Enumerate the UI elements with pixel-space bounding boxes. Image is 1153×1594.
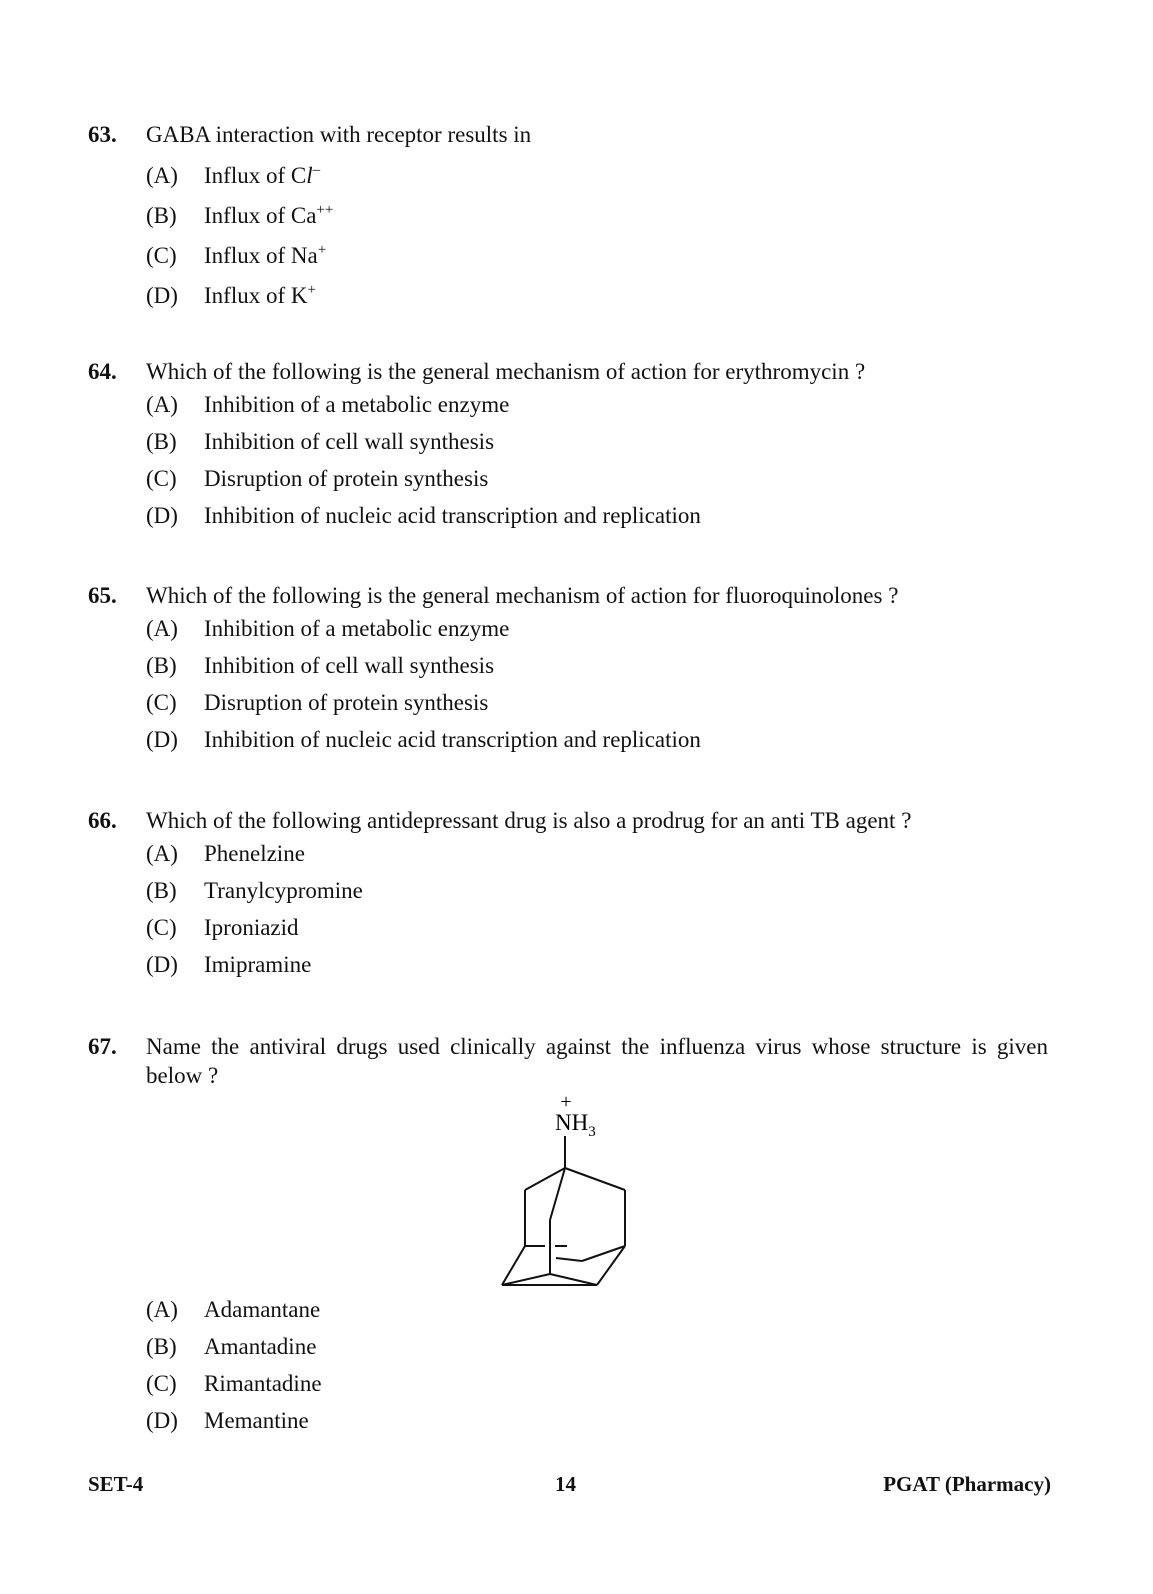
option-a[interactable]: [88, 386, 1048, 423]
question-67-options: [88, 1291, 1048, 1439]
option-c[interactable]: [88, 1365, 1048, 1402]
option-label: (B): [146, 203, 177, 228]
option-a[interactable]: [88, 610, 1048, 647]
structure-subscript: 3: [588, 1124, 596, 1140]
option-text: Disruption of protein synthesis: [204, 690, 489, 715]
option-label: (D): [146, 727, 178, 752]
option-text: Inhibition of nucleic acid transcription and replication: [204, 727, 701, 752]
structure-group: NH: [555, 1110, 589, 1135]
option-text: Amantadine: [204, 1334, 317, 1359]
option-b[interactable]: [88, 196, 1048, 236]
question-number: 63.: [88, 122, 117, 147]
option-b[interactable]: [88, 647, 1048, 684]
option-label: (C): [146, 915, 177, 940]
option-label: (C): [146, 690, 177, 715]
option-text: Imipramine: [204, 952, 312, 977]
option-d[interactable]: [88, 946, 1048, 983]
structure-amine-label: [555, 1110, 596, 1140]
option-d[interactable]: [88, 497, 1048, 534]
option-label: (A): [146, 163, 178, 188]
question-text: Which of the following is the general mechanism of action for fluoroquinolones ?: [146, 583, 899, 608]
adamantane-cage: [502, 1136, 625, 1285]
question-63: [88, 120, 1048, 316]
option-superscript: +: [307, 282, 316, 298]
option-text: Iproniazid: [204, 915, 299, 940]
option-text: Inhibition of cell wall synthesis: [204, 429, 495, 454]
question-text: Which of the following antidepressant drug is also a prodrug for an anti TB agent ?: [146, 808, 912, 833]
option-text: Memantine: [204, 1408, 309, 1433]
option-text: Adamantane: [204, 1297, 321, 1322]
question-number: 66.: [88, 808, 117, 833]
option-label: (D): [146, 503, 178, 528]
footer-set-code: SET-4: [88, 1472, 144, 1496]
option-label: (D): [146, 952, 178, 977]
option-b[interactable]: [88, 423, 1048, 460]
question-number: 65.: [88, 583, 117, 608]
option-label: (B): [146, 1334, 177, 1359]
option-d[interactable]: [88, 721, 1048, 758]
option-text: Inhibition of a metabolic enzyme: [204, 392, 510, 417]
question-text: GABA interaction with receptor results in: [146, 122, 532, 147]
footer-page-number: 14: [555, 1472, 576, 1496]
option-d[interactable]: [88, 1402, 1048, 1439]
option-text: Inhibition of a metabolic enzyme: [204, 616, 510, 641]
option-label: (B): [146, 653, 177, 678]
option-text: Influx of C: [204, 163, 307, 188]
option-c[interactable]: [88, 909, 1048, 946]
option-label: (B): [146, 878, 177, 903]
option-c[interactable]: [88, 684, 1048, 721]
question-66: [88, 806, 1048, 983]
question-text: Name the antiviral drugs used clinically against the influenza virus whose structure is given below ?: [146, 1034, 1048, 1088]
option-b[interactable]: [88, 1328, 1048, 1365]
option-label: (A): [146, 841, 178, 866]
option-superscript: +: [317, 242, 327, 258]
amantadine-structure: [490, 1088, 640, 1293]
option-label: (D): [146, 283, 178, 308]
option-d[interactable]: [88, 276, 1048, 316]
question-number: 67.: [88, 1034, 117, 1059]
option-superscript: –: [312, 162, 321, 178]
question-number: 64.: [88, 359, 117, 384]
question-65: [88, 581, 1048, 758]
option-text: Inhibition of nucleic acid transcription and replication: [204, 503, 701, 528]
option-label: (B): [146, 429, 177, 454]
option-text: Disruption of protein synthesis: [204, 466, 489, 491]
option-text: Influx of K: [204, 283, 308, 308]
option-label: (A): [146, 392, 178, 417]
option-label: (A): [146, 616, 178, 641]
option-text-italic: l: [306, 163, 313, 188]
option-text: Influx of Ca: [204, 203, 317, 228]
option-c[interactable]: [88, 460, 1048, 497]
question-64: [88, 357, 1048, 534]
option-text: Rimantadine: [204, 1371, 322, 1396]
option-label: (D): [146, 1408, 178, 1433]
option-text: Tranylcypromine: [204, 878, 363, 903]
option-a[interactable]: [88, 835, 1048, 872]
option-text: Influx of Na: [204, 243, 318, 268]
option-a[interactable]: [88, 1291, 1048, 1328]
option-label: (C): [146, 466, 177, 491]
option-a[interactable]: [88, 156, 1048, 196]
structure-charge: +: [560, 1091, 572, 1113]
option-label: (C): [146, 1371, 177, 1396]
option-c[interactable]: [88, 236, 1048, 276]
question-67: [88, 1032, 1048, 1090]
option-label: (A): [146, 1297, 178, 1322]
option-superscript: ++: [316, 202, 334, 218]
option-text: Phenelzine: [204, 841, 305, 866]
option-b[interactable]: [88, 872, 1048, 909]
question-text: Which of the following is the general mechanism of action for erythromycin ?: [146, 359, 866, 384]
option-label: (C): [146, 243, 177, 268]
option-text: Inhibition of cell wall synthesis: [204, 653, 495, 678]
footer-exam-name: PGAT (Pharmacy): [883, 1472, 1051, 1496]
